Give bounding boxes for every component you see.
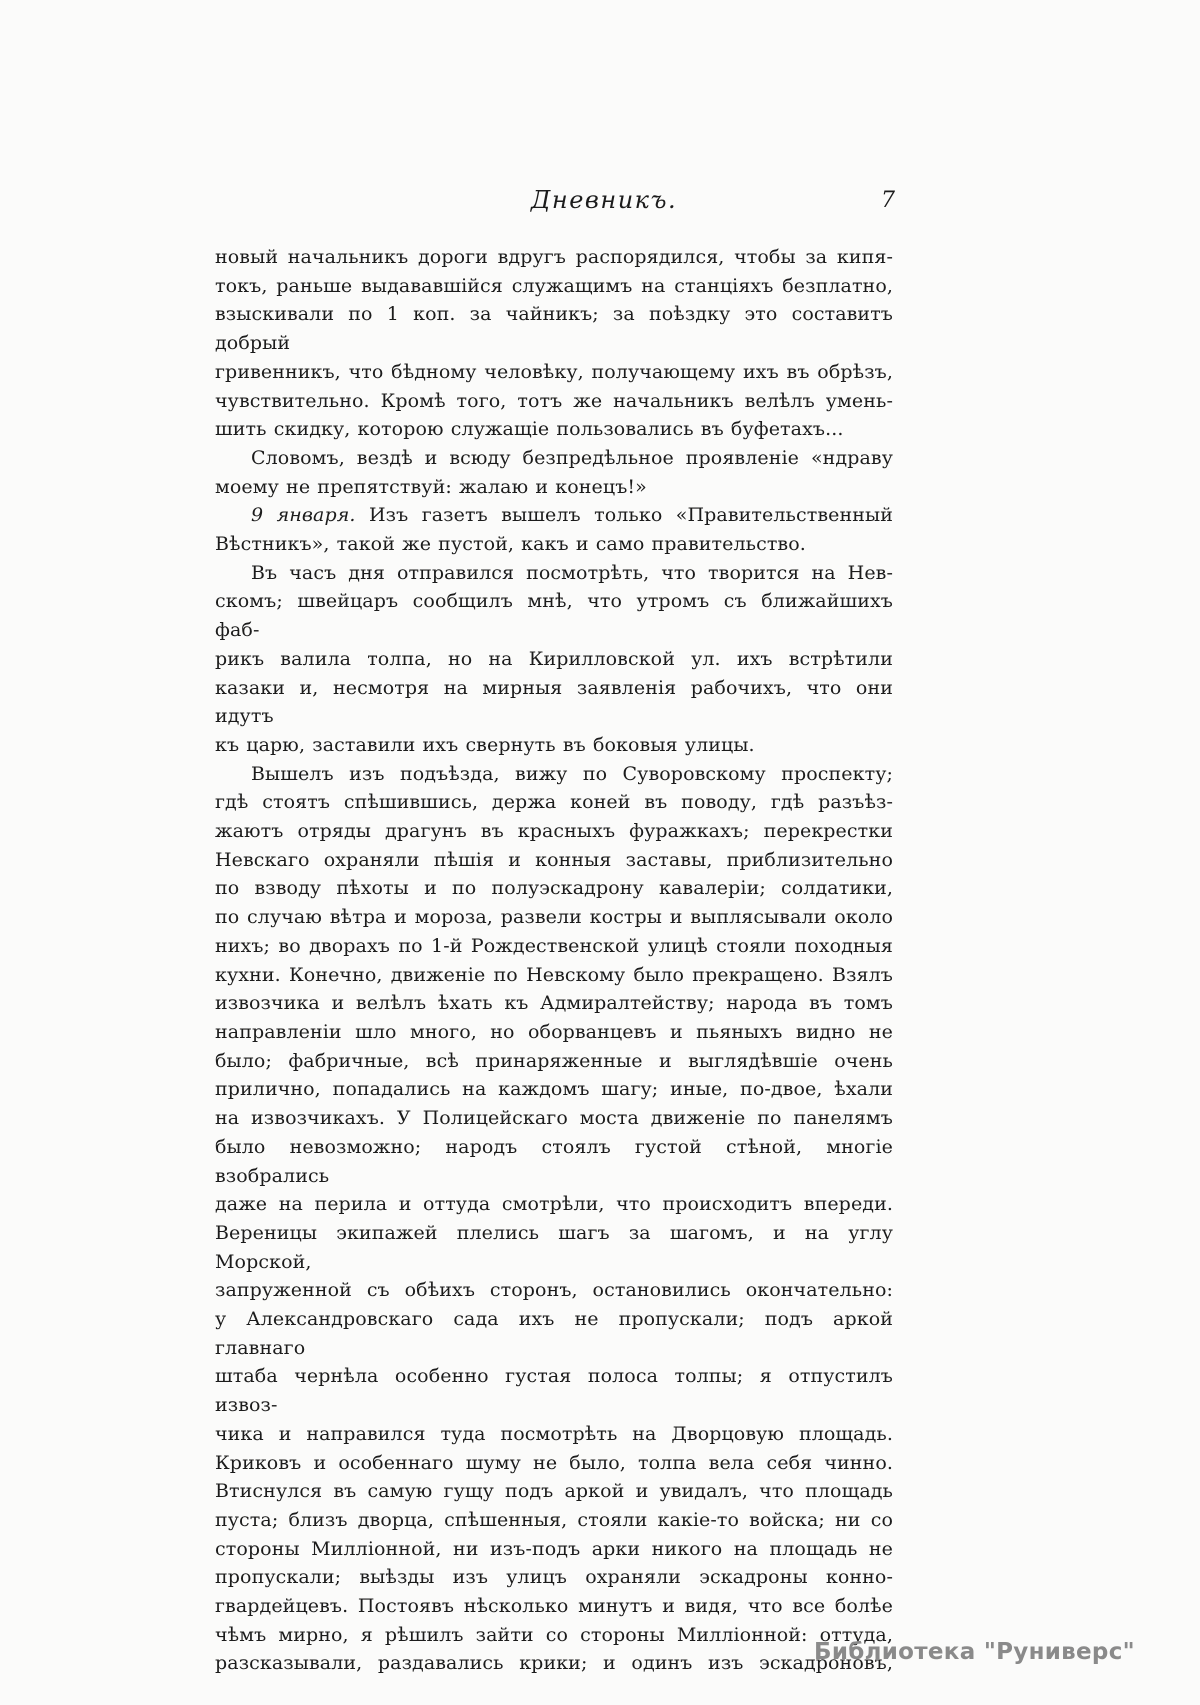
text-line: прилично, попадались на каждомъ шагу; иные, по-двое, ѣхали (215, 1078, 893, 1101)
text-line: Невскаго охраняли пѣшія и конныя заставы, приблизительно (215, 848, 893, 871)
text-line: Криковъ и особеннаго шуму не было, толпа вела себя чинно. (215, 1451, 893, 1474)
text-line: запруженной съ обѣихъ сторонъ, остановились окончательно: (215, 1279, 893, 1302)
text-line: было; фабричные, всѣ принаряженные и выглядѣвшіе очень (215, 1049, 893, 1072)
text-line: токъ, раньше выдававшійся служащимъ на станціяхъ безплатно, (215, 274, 893, 297)
text-line: по случаю вѣтра и мороза, развели костры и выплясывали около (215, 906, 893, 929)
text-line: новый начальникъ дороги вдругъ распорядился, чтобы за кипя- (215, 246, 893, 268)
page-number: 7 (881, 188, 895, 213)
date-lead: 9 января. (251, 504, 356, 527)
text-line: направленіи шло много, но оборванцевъ и пьяныхъ видно не (215, 1020, 893, 1043)
text-line: Втиснулся въ самую гущу подъ аркой и увидалъ, что площадь (215, 1480, 893, 1503)
text-line: разсказывали, раздавались крики; и одинъ изъ эскадроновъ, (215, 1652, 893, 1675)
text-line: 9 января. Изъ газетъ вышелъ только «Правительственный (251, 504, 893, 527)
text-line: нихъ; во дворахъ по 1-й Рождественской улицѣ стояли походныя (215, 934, 893, 957)
library-watermark: Библиотека "Руниверс" (814, 1639, 1135, 1665)
text-line: скомъ; швейцаръ сообщилъ мнѣ, что утромъ съ ближайшихъ фаб- (215, 590, 893, 642)
text-line: гдѣ стоятъ спѣшившись, держа коней въ поводу, гдѣ разъѣз- (215, 791, 893, 814)
text-line: рикъ валила толпа, но на Кирилловской ул. ихъ встрѣтили (215, 647, 893, 670)
text-line: штаба чернѣла особенно густая полоса толпы; я отпустилъ извоз- (215, 1365, 893, 1417)
text-line: пуста; близъ дворца, спѣшенныя, стояли какіе-то войска; ни со (215, 1508, 893, 1531)
text-line: моему не препятствуй: жалаю и конецъ!» (215, 475, 647, 498)
running-header (215, 186, 893, 218)
text-line: гривенникъ, что бѣдному человѣку, получающему ихъ въ обрѣзъ, (215, 360, 893, 383)
text-line: чѣмъ мирно, я рѣшилъ зайти со стороны Милліонной: оттуда, (215, 1623, 893, 1646)
text-line: Словомъ, вездѣ и всюду безпредѣльное проявленіе «ндраву (251, 446, 893, 469)
text-line: извозчика и велѣлъ ѣхать къ Адмиралтейству; народа въ томъ (215, 992, 893, 1015)
text-line: чувствительно. Кромѣ того, тотъ же начальникъ велѣлъ умень- (215, 389, 893, 412)
text-line: гвардейцевъ. Постоявъ нѣсколько минутъ и видя, что все болѣе (215, 1595, 893, 1618)
text-line: на извозчикахъ. У Полицейскаго моста движеніе по панелямъ (215, 1107, 893, 1130)
text-line: Вереницы экипажей плелись шагъ за шагомъ, и на углу Морской, (215, 1221, 893, 1273)
text-line: у Александровскаго сада ихъ не пропускали; подъ аркой главнаго (215, 1308, 893, 1359)
text-line: Вышелъ изъ подъѣзда, вижу по Суворовскому проспекту; (251, 762, 893, 785)
text-line: казаки и, несмотря на мирныя заявленія рабочихъ, что они идутъ (215, 676, 893, 728)
page-title: Дневникъ. (530, 186, 678, 214)
text-line: чика и направился туда посмотрѣть на Дворцовую площадь. (215, 1422, 893, 1445)
text-line: даже на перила и оттуда смотрѣли, что происходитъ впереди. (215, 1193, 893, 1216)
page-text (215, 243, 893, 1678)
text-line: шить скидку, которою служащіе пользовались въ буфетахъ... (215, 418, 844, 441)
text-line: стороны Милліонной, ни изъ-подъ арки никого на площадь не (215, 1537, 893, 1560)
text-line: пропускали; выѣзды изъ улицъ охраняли эскадроны конно- (215, 1566, 893, 1589)
text-line: Въ часъ дня отправился посмотрѣть, что творится на Нев- (251, 561, 893, 584)
text-line: Вѣстникъ», такой же пустой, какъ и само правительство. (215, 533, 806, 556)
text-line: кухни. Конечно, движеніе по Невскому было прекращено. Взялъ (215, 963, 893, 986)
text-line: взыскивали по 1 коп. за чайникъ; за поѣздку это составитъ добрый (215, 303, 893, 355)
text-line: было невозможно; народъ стоялъ густой стѣной, многіе взобрались (215, 1135, 893, 1187)
text-line: къ царю, заставили ихъ свернуть въ боковыя улицы. (215, 733, 755, 756)
text-line: жаютъ отряды драгунъ въ красныхъ фуражкахъ; перекрестки (215, 820, 893, 843)
text-line: по взводу пѣхоты и по полуэскадрону кавалеріи; солдатики, (215, 877, 893, 900)
